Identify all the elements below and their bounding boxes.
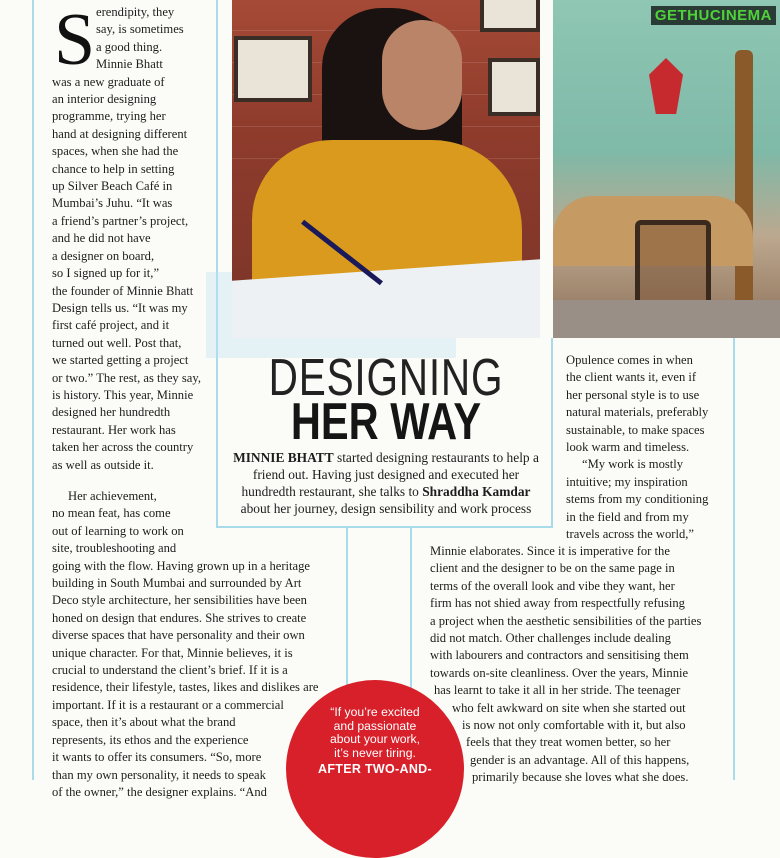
intro-line: erendipity, they <box>96 5 175 19</box>
body-line: Her achievement, <box>68 489 157 503</box>
body-line: Minnie elaborates. Since it is imperative for the <box>430 544 670 558</box>
body-line: in the field and from my <box>566 509 689 524</box>
body-line: gender is an advantage. All of this happens, <box>470 752 690 767</box>
pendant-lamp-shape <box>649 58 683 114</box>
body-line: out of learning to work on <box>52 523 184 538</box>
body-line: travels across the world,” <box>566 527 694 542</box>
intro-line: and he did not have <box>52 231 151 246</box>
body-line: diverse spaces that have personality and their own <box>52 628 305 643</box>
body-line: the client wants it, even if <box>566 370 697 385</box>
body-line: “My work is mostly <box>582 457 684 472</box>
intro-line: so I signed up for it,” <box>52 266 160 281</box>
pull-quote-line: about your work, <box>329 732 421 747</box>
pull-quote-line: “If you’re excited <box>330 705 420 719</box>
intro-line: the founder of Minnie Bhatt <box>52 283 194 298</box>
body-line: honed on design that endures. She strives to create <box>52 610 307 625</box>
body-line: unique character. For that, Minnie believes, it is <box>52 645 293 660</box>
standfirst-text: started designing restaurants to help a friend out. Having just designed and executed her hundredth restaurant, she talks to <box>241 450 539 499</box>
pull-quote-line: and passionate <box>333 718 417 733</box>
wall-frame <box>488 58 540 116</box>
pull-quote <box>286 680 464 858</box>
face-shape <box>382 20 462 130</box>
intro-line: taken her across the country <box>52 440 194 455</box>
body-line: client and the designer to be on the same page in <box>430 561 675 576</box>
body-line: Opulence comes in when <box>566 353 693 367</box>
floor-shape <box>553 300 780 338</box>
intro-line: spaces, when she had the <box>52 144 179 159</box>
intro-line: a designer on board, <box>52 248 155 263</box>
intro-line: programme, trying her <box>52 109 166 124</box>
column-shape <box>735 50 753 320</box>
body-line: than my own personality, it needs to speak <box>52 767 266 782</box>
wall-frame <box>480 0 540 32</box>
intro-line: up Silver Beach Café in <box>52 179 173 194</box>
designer-photo <box>232 0 540 338</box>
body-line: sustainable, to make spaces <box>566 422 705 437</box>
intro-line: a friend’s partner’s project, <box>52 213 189 228</box>
body-line: represents, its ethos and the experience <box>52 732 249 747</box>
intro-line: is history. This year, Minnie <box>52 387 194 402</box>
body-line: building in South Mumbai and surrounded by Art <box>52 576 302 591</box>
standfirst-text: about her journey, design sensibility and work process <box>240 501 532 516</box>
frame-rule <box>551 338 553 528</box>
intro-line: a good thing. <box>96 39 163 54</box>
body-line: a project when the aesthetic sensibilities of the parties <box>430 613 702 628</box>
pull-quote-line: it’s never tiring. <box>334 745 416 760</box>
intro-line: designed her hundredth <box>52 405 171 420</box>
body-line: Deco style architecture, her sensibilities have been <box>52 593 307 608</box>
body-line: space, then it’s about what the brand <box>52 715 236 730</box>
headline-line-2: HER WAY <box>290 393 482 451</box>
body-line: stems from my conditioning <box>566 492 709 507</box>
intro-line: we started getting a project <box>52 353 189 368</box>
body-line: going with the flow. Having grown up in a heritage <box>52 558 310 573</box>
intro-line: hand at designing different <box>52 126 188 141</box>
wall-frame <box>234 36 312 102</box>
body-line: of the owner,” the designer explains. “And <box>52 784 267 799</box>
body-line: important. If it is a restaurant or a commercial <box>52 697 284 712</box>
body-line: intuitive; my inspiration <box>566 474 688 489</box>
body-line: look warm and timeless. <box>566 440 690 455</box>
intro-line: first café project, and it <box>52 318 170 333</box>
pull-quote-bold: AFTER TWO-AND- <box>318 762 432 776</box>
standfirst-name: MINNIE BHATT <box>233 450 334 465</box>
body-line: no mean feat, has come <box>52 506 171 521</box>
intro-column <box>52 0 202 474</box>
body-line: natural materials, preferably <box>566 405 709 420</box>
body-line: with labourers and contractors and sensitising them <box>430 648 689 663</box>
body-line: is now not only comfortable with it, but also <box>462 718 686 733</box>
body-column-right-top <box>566 352 734 543</box>
body-line: firm has not shied away from respectfully refusing <box>430 596 685 611</box>
cafe-interior-photo <box>553 0 780 338</box>
body-line: crucial to understand the client’s brief. If it is a <box>52 663 288 678</box>
body-line: primarily because she loves what she does. <box>472 770 689 785</box>
intro-line: Mumbai’s Juhu. “It was <box>52 196 173 211</box>
standfirst <box>228 449 544 517</box>
intro-line: turned out well. Post that, <box>52 335 182 350</box>
standfirst-author: Shraddha Kamdar <box>422 484 531 499</box>
intro-line: Design tells us. “It was my <box>52 300 188 315</box>
intro-line: an interior designing <box>52 92 157 107</box>
intro-line: say, is sometimes <box>96 22 184 37</box>
body-line: terms of the overall look and vibe they want, her <box>430 578 675 593</box>
drop-cap: S <box>54 0 96 81</box>
body-line: did not match. Other challenges include dealing <box>430 631 671 646</box>
intro-line: chance to help in setting <box>52 161 175 176</box>
body-line: her personal style is to use <box>566 387 700 402</box>
pull-quote-text <box>306 706 444 760</box>
body-line: feels that they treat women better, so her <box>466 735 671 750</box>
body-line: has learnt to take it all in her stride. The teenager <box>434 683 681 698</box>
frame-rule <box>216 0 218 526</box>
body-line: it wants to offer its consumers. “So, more <box>52 750 262 765</box>
body-line: site, troubleshooting and <box>52 541 177 556</box>
body-line: who felt awkward on site when she started out <box>452 700 686 715</box>
intro-line: Minnie Bhatt <box>96 57 163 72</box>
watermark-logo: GETHUCINEMA <box>651 6 776 25</box>
intro-line: or two.” The rest, as they say, <box>52 370 201 385</box>
body-line: towards on-site cleanliness. Over the years, Minnie <box>430 665 689 680</box>
body-column-right <box>430 543 730 787</box>
body-line: residence, their lifestyle, tastes, likes and dislikes are <box>52 680 319 695</box>
intro-line: as well as outside it. <box>52 457 154 472</box>
headline-line-1: DESIGNING <box>268 349 504 407</box>
intro-line: was a new graduate of <box>52 74 165 89</box>
intro-line: restaurant. Her work has <box>52 422 176 437</box>
frame-rule <box>32 0 34 780</box>
